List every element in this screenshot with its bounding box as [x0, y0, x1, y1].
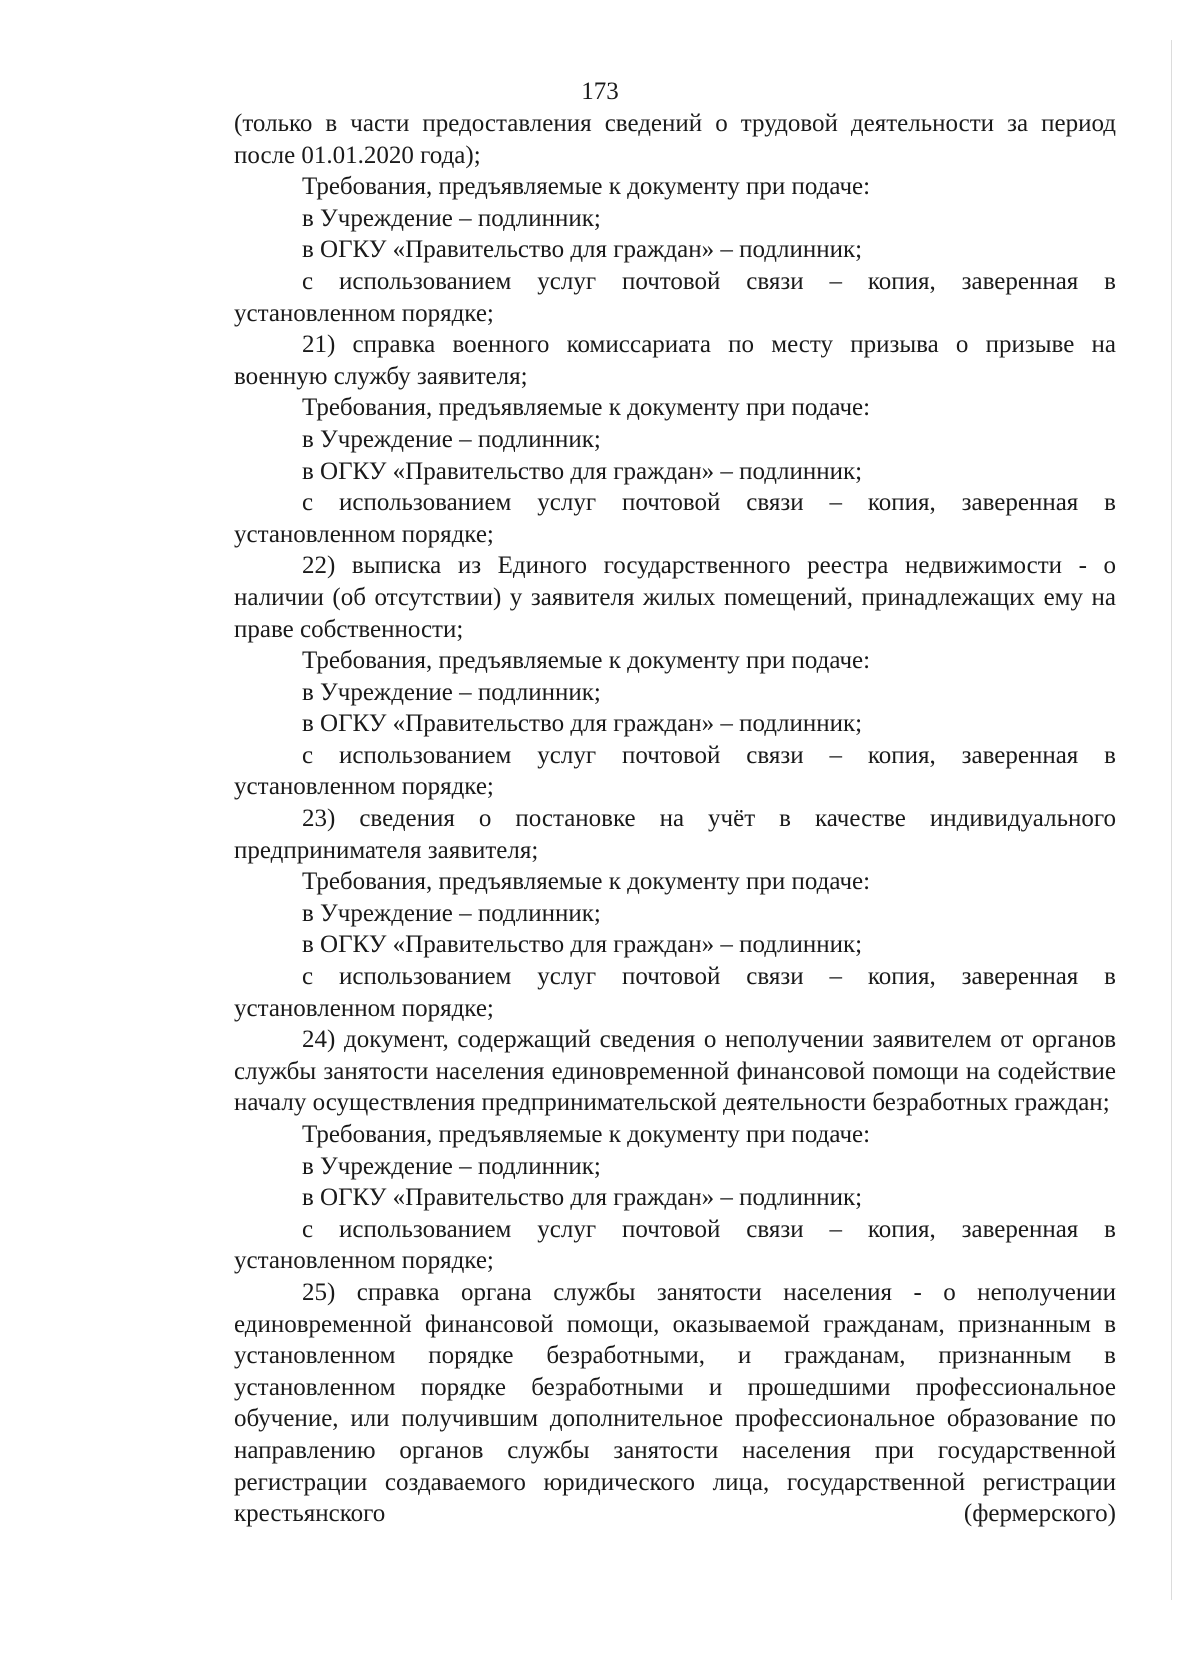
paragraph: Требования, предъявляемые к документу при подаче: [302, 173, 871, 201]
paragraph: в ОГКУ «Правительство для граждан» – подлинник; [302, 1184, 863, 1212]
paragraph: в ОГКУ «Правительство для граждан» – подлинник; [302, 931, 863, 959]
paragraph: в ОГКУ «Правительство для граждан» – подлинник; [302, 710, 863, 738]
paragraph: 21) справка военного комиссариата по месту призыва о призыве на военную службу заявителя; [234, 331, 1116, 390]
paragraph: в Учреждение – подлинник; [302, 1152, 601, 1180]
paragraph: Требования, предъявляемые к документу при подаче: [302, 394, 871, 422]
paragraph: с использованием услуг почтовой связи – копия, заверенная в установленном порядке; [234, 1215, 1116, 1275]
paragraph: 23) сведения о постановке на учёт в качестве индивидуального предпринимателя заявителя; [234, 805, 1116, 864]
paragraph: с использованием услуг почтовой связи – копия, заверенная в установленном порядке; [234, 963, 1116, 1022]
paragraph: с использованием услуг почтовой связи – копия, заверенная в установленном порядке; [234, 741, 1116, 801]
paragraph: Требования, предъявляемые к документу при подаче: [302, 868, 871, 896]
paragraph: с использованием услуг почтовой связи – копия, заверенная в установленном порядке; [234, 489, 1116, 548]
paragraph: 22) выписка из Единого государственного реестра недвижимости - о наличии (об отсутствии) у заявителя жилых помещений, принадлежащих ему на праве собственности; [234, 552, 1116, 643]
paragraph: в Учреждение – подлинник; [302, 899, 601, 927]
paragraph: 25) справка органа службы занятости населения - о неполучении единовременной финансовой помощи, оказываемой гражданам, признанным в установленном порядке безработными, и гражданам, признанным в установленном порядке безработными и прошедшими профессиональное обучение, или получившим дополнительное профессиональное образование по направлению органов службы занятости населения при государственной регистрации создаваемого юридического лица, государственной регистрации крестьянского (фермерского) [234, 1278, 1116, 1528]
paragraph: в ОГКУ «Правительство для граждан» – подлинник; [302, 236, 863, 264]
paragraph: в Учреждение – подлинник; [302, 678, 601, 706]
paragraph: в Учреждение – подлинник; [302, 204, 601, 232]
paragraph: в ОГКУ «Правительство для граждан» – подлинник; [302, 457, 863, 485]
paragraph: Требования, предъявляемые к документу при подаче: [302, 1121, 871, 1148]
document-body [234, 108, 1116, 1530]
paragraph: (только в части предоставления сведений о трудовой деятельности за период после 01.01.2020 года); [234, 110, 1116, 169]
paragraph: в Учреждение – подлинник; [302, 425, 601, 453]
paragraph: Требования, предъявляемые к документу при подаче: [302, 647, 871, 675]
page-edge-line [1171, 40, 1172, 1600]
paragraph: с использованием услуг почтовой связи – копия, заверенная в установленном порядке; [234, 267, 1116, 327]
paragraph: 24) документ, содержащий сведения о неполучении заявителем от органов службы занятости населения единовременной финансовой помощи на содействие началу осуществления предпринимательской деятельности безработных граждан; [234, 1026, 1116, 1117]
page-number: 173 [581, 78, 619, 105]
